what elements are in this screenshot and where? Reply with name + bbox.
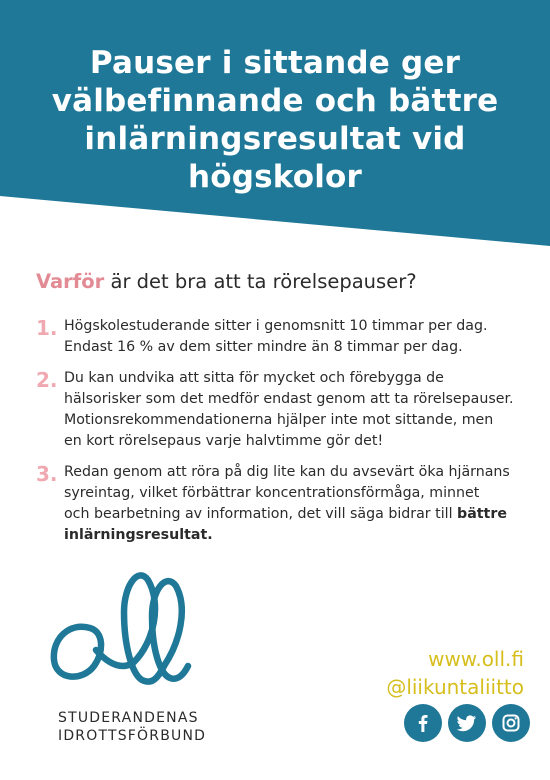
- item-line: Du kan undvika att sitta för mycket och förebygga de: [64, 370, 444, 386]
- item-bold-text: bättre: [457, 506, 507, 522]
- page-title: Pauser i sittande ger välbefinnande och bättre inlärningsresultat vid högskolor: [51, 45, 499, 195]
- item-line: en kort rörelsepaus varje halvtimme gör det!: [64, 433, 384, 449]
- item-line: [64, 504, 510, 525]
- item-line: Redan genom att röra på dig lite kan du avsevärt öka hjärnans: [64, 464, 510, 480]
- item-line: hälsorisker som det medför endast genom att ta rörelsepauser.: [64, 391, 514, 407]
- instagram-icon[interactable]: [492, 704, 530, 742]
- item-bold-text: inlärningsresultat.: [64, 527, 213, 543]
- twitter-icon[interactable]: [448, 704, 486, 742]
- item-line: Motionsrekommendationerna hjälper inte mot sittande, men: [64, 412, 494, 428]
- website-link[interactable]: www.oll.fi: [428, 647, 524, 671]
- logo-wordmark: [58, 709, 206, 745]
- item-line: [64, 525, 510, 546]
- item-line: Endast 16 % av dem sitter mindre än 8 timmar per dag.: [64, 339, 463, 355]
- item-number: 3.: [36, 462, 58, 486]
- list-item: [36, 316, 536, 358]
- item-number: 2.: [36, 368, 58, 392]
- social-handle[interactable]: @liikuntaliitto: [386, 675, 524, 699]
- reasons-list: [36, 316, 536, 556]
- oll-logo-icon: [42, 570, 192, 710]
- section-heading-accent: Varför: [36, 270, 105, 293]
- item-line: Högskolestuderande sitter i genomsnitt 10 timmar per dag.: [64, 318, 488, 334]
- item-text: [64, 316, 487, 358]
- contact-block: [386, 645, 524, 701]
- section-heading-rest: är det bra att ta rörelsepauser?: [104, 270, 417, 293]
- facebook-icon[interactable]: [404, 704, 442, 742]
- list-item: [36, 462, 536, 546]
- item-text: [64, 368, 514, 452]
- item-text: [64, 462, 510, 546]
- item-line-text: och bearbetning av information, det vill säga bidrar till: [64, 506, 458, 522]
- list-item: [36, 368, 536, 452]
- logo-line-2: IDROTTSFÖRBUND: [58, 728, 207, 744]
- item-number: 1.: [36, 316, 58, 340]
- logo-line-1: STUDERANDENAS: [58, 710, 199, 726]
- item-line: syreintag, vilket förbättrar koncentrationsförmåga, minnet: [64, 485, 480, 501]
- social-icons: [404, 704, 530, 742]
- section-heading: [36, 270, 417, 293]
